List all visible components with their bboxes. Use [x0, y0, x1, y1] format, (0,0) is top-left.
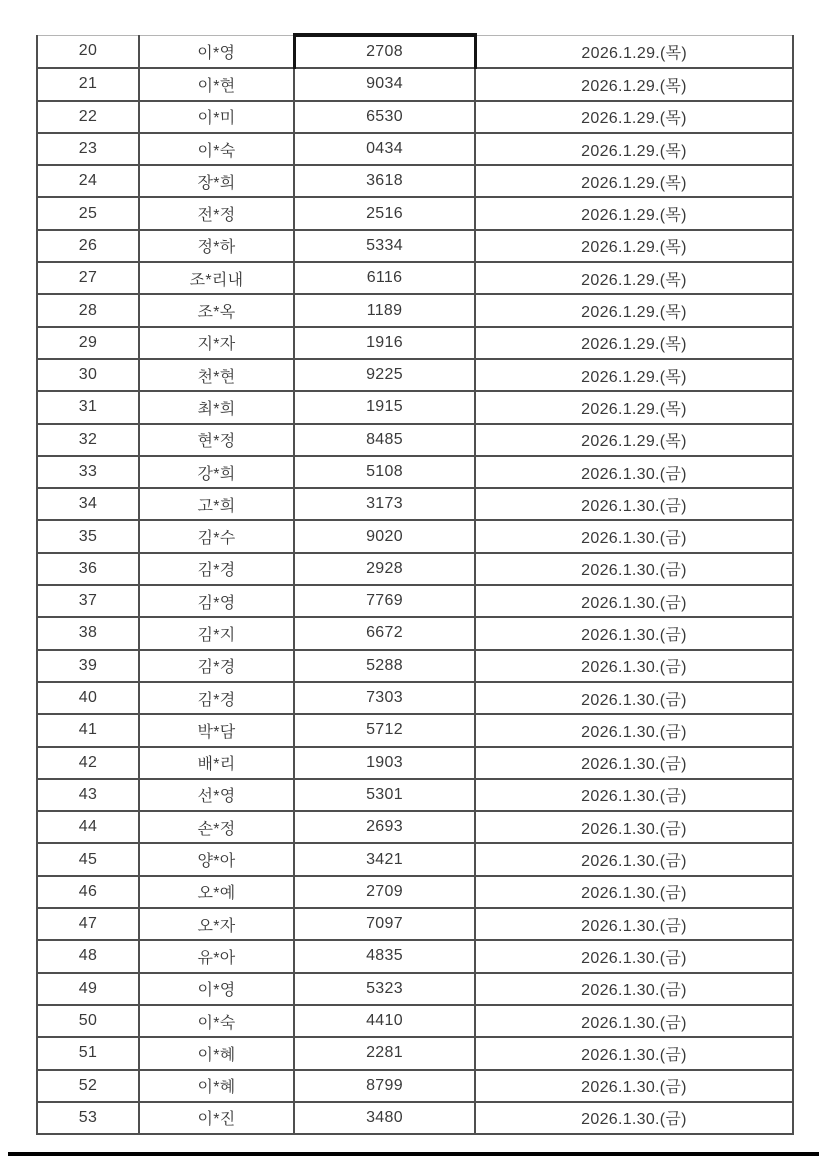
date-cell: 2026.1.30.(금) — [475, 456, 793, 488]
number-cell: 7769 — [294, 585, 475, 617]
name-cell: 김*영 — [139, 585, 294, 617]
date-cell: 2026.1.30.(금) — [475, 1037, 793, 1069]
name-cell: 이*숙 — [139, 1005, 294, 1037]
name-cell: 배*리 — [139, 747, 294, 779]
date-cell: 2026.1.29.(목) — [475, 35, 793, 68]
row-number-cell: 43 — [37, 779, 139, 811]
table-row — [37, 456, 793, 488]
row-number-cell: 41 — [37, 714, 139, 746]
name-cell: 김*수 — [139, 520, 294, 552]
number-cell: 2928 — [294, 553, 475, 585]
table-row — [37, 68, 793, 100]
date-cell: 2026.1.30.(금) — [475, 973, 793, 1005]
row-number-cell: 27 — [37, 262, 139, 294]
table-row — [37, 35, 793, 68]
table-row — [37, 101, 793, 133]
number-cell: 4410 — [294, 1005, 475, 1037]
date-cell: 2026.1.30.(금) — [475, 811, 793, 843]
table-row — [37, 520, 793, 552]
number-cell: 7303 — [294, 682, 475, 714]
number-cell: 1189 — [294, 294, 475, 326]
number-cell: 2693 — [294, 811, 475, 843]
table-row — [37, 747, 793, 779]
name-cell: 천*현 — [139, 359, 294, 391]
name-cell: 이*현 — [139, 68, 294, 100]
number-cell: 6116 — [294, 262, 475, 294]
row-number-cell: 26 — [37, 230, 139, 262]
row-number-cell: 44 — [37, 811, 139, 843]
footer-rule — [8, 1152, 819, 1156]
number-cell: 2281 — [294, 1037, 475, 1069]
table-row — [37, 294, 793, 326]
date-cell: 2026.1.29.(목) — [475, 165, 793, 197]
row-number-cell: 32 — [37, 424, 139, 456]
name-cell: 박*담 — [139, 714, 294, 746]
table-row — [37, 617, 793, 649]
date-cell: 2026.1.29.(목) — [475, 294, 793, 326]
name-cell: 이*미 — [139, 101, 294, 133]
number-cell: 5334 — [294, 230, 475, 262]
row-number-cell: 22 — [37, 101, 139, 133]
table-row — [37, 197, 793, 229]
table-row — [37, 488, 793, 520]
row-number-cell: 51 — [37, 1037, 139, 1069]
name-cell: 조*리내 — [139, 262, 294, 294]
row-number-cell: 37 — [37, 585, 139, 617]
name-cell: 정*하 — [139, 230, 294, 262]
date-cell: 2026.1.30.(금) — [475, 747, 793, 779]
row-number-cell: 39 — [37, 650, 139, 682]
table-row — [37, 779, 793, 811]
results-table — [36, 33, 794, 1135]
date-cell: 2026.1.29.(목) — [475, 327, 793, 359]
table-row — [37, 133, 793, 165]
row-number-cell: 36 — [37, 553, 139, 585]
table-row — [37, 1005, 793, 1037]
name-cell: 이*진 — [139, 1102, 294, 1134]
name-cell: 유*아 — [139, 940, 294, 972]
name-cell: 전*정 — [139, 197, 294, 229]
table-row — [37, 585, 793, 617]
date-cell: 2026.1.30.(금) — [475, 940, 793, 972]
name-cell: 양*아 — [139, 843, 294, 875]
number-cell-outlined: 2708 — [294, 35, 475, 68]
name-cell: 손*정 — [139, 811, 294, 843]
date-cell: 2026.1.30.(금) — [475, 908, 793, 940]
number-cell: 3618 — [294, 165, 475, 197]
date-cell: 2026.1.29.(목) — [475, 197, 793, 229]
row-number-cell: 25 — [37, 197, 139, 229]
date-cell: 2026.1.30.(금) — [475, 617, 793, 649]
table-row — [37, 165, 793, 197]
number-cell: 1903 — [294, 747, 475, 779]
table-row — [37, 391, 793, 423]
name-cell: 장*희 — [139, 165, 294, 197]
date-cell: 2026.1.30.(금) — [475, 714, 793, 746]
name-cell: 이*혜 — [139, 1070, 294, 1102]
row-number-cell: 40 — [37, 682, 139, 714]
date-cell: 2026.1.29.(목) — [475, 68, 793, 100]
date-cell: 2026.1.29.(목) — [475, 101, 793, 133]
row-number-cell: 45 — [37, 843, 139, 875]
date-cell: 2026.1.30.(금) — [475, 876, 793, 908]
name-cell: 조*옥 — [139, 294, 294, 326]
row-number-cell: 23 — [37, 133, 139, 165]
date-cell: 2026.1.29.(목) — [475, 230, 793, 262]
name-cell: 오*자 — [139, 908, 294, 940]
row-number-cell: 24 — [37, 165, 139, 197]
number-cell: 7097 — [294, 908, 475, 940]
table-row — [37, 553, 793, 585]
table-row — [37, 262, 793, 294]
name-cell: 이*영 — [139, 973, 294, 1005]
date-cell: 2026.1.30.(금) — [475, 1070, 793, 1102]
row-number-cell: 42 — [37, 747, 139, 779]
results-table-body — [37, 35, 793, 1134]
date-cell: 2026.1.29.(목) — [475, 391, 793, 423]
row-number-cell: 52 — [37, 1070, 139, 1102]
name-cell: 최*희 — [139, 391, 294, 423]
table-row — [37, 876, 793, 908]
number-cell: 5323 — [294, 973, 475, 1005]
number-cell: 5301 — [294, 779, 475, 811]
name-cell: 오*예 — [139, 876, 294, 908]
number-cell: 4835 — [294, 940, 475, 972]
number-cell: 5712 — [294, 714, 475, 746]
row-number-cell: 35 — [37, 520, 139, 552]
row-number-cell: 53 — [37, 1102, 139, 1134]
table-row — [37, 973, 793, 1005]
table-row — [37, 1102, 793, 1134]
number-cell: 8485 — [294, 424, 475, 456]
date-cell: 2026.1.29.(목) — [475, 424, 793, 456]
date-cell: 2026.1.30.(금) — [475, 553, 793, 585]
table-row — [37, 327, 793, 359]
name-cell: 이*혜 — [139, 1037, 294, 1069]
table-row — [37, 650, 793, 682]
date-cell: 2026.1.30.(금) — [475, 520, 793, 552]
name-cell: 김*경 — [139, 650, 294, 682]
table-row — [37, 1037, 793, 1069]
date-cell: 2026.1.29.(목) — [475, 359, 793, 391]
number-cell: 1916 — [294, 327, 475, 359]
number-cell: 9020 — [294, 520, 475, 552]
table-row — [37, 908, 793, 940]
date-cell: 2026.1.29.(목) — [475, 133, 793, 165]
table-row — [37, 1070, 793, 1102]
number-cell: 0434 — [294, 133, 475, 165]
row-number-cell: 47 — [37, 908, 139, 940]
date-cell: 2026.1.30.(금) — [475, 650, 793, 682]
row-number-cell: 34 — [37, 488, 139, 520]
number-cell: 3173 — [294, 488, 475, 520]
date-cell: 2026.1.30.(금) — [475, 1102, 793, 1134]
date-cell: 2026.1.30.(금) — [475, 682, 793, 714]
table-row — [37, 811, 793, 843]
number-cell: 5288 — [294, 650, 475, 682]
name-cell: 현*정 — [139, 424, 294, 456]
row-number-cell: 28 — [37, 294, 139, 326]
number-cell: 2709 — [294, 876, 475, 908]
number-cell: 6530 — [294, 101, 475, 133]
name-cell: 선*영 — [139, 779, 294, 811]
table-row — [37, 682, 793, 714]
date-cell: 2026.1.29.(목) — [475, 262, 793, 294]
table-row — [37, 359, 793, 391]
number-cell: 8799 — [294, 1070, 475, 1102]
number-cell: 5108 — [294, 456, 475, 488]
number-cell: 2516 — [294, 197, 475, 229]
name-cell: 김*경 — [139, 682, 294, 714]
row-number-cell: 38 — [37, 617, 139, 649]
name-cell: 이*숙 — [139, 133, 294, 165]
row-number-cell: 29 — [37, 327, 139, 359]
row-number-cell: 46 — [37, 876, 139, 908]
date-cell: 2026.1.30.(금) — [475, 843, 793, 875]
date-cell: 2026.1.30.(금) — [475, 1005, 793, 1037]
table-row — [37, 424, 793, 456]
name-cell: 고*희 — [139, 488, 294, 520]
row-number-cell: 30 — [37, 359, 139, 391]
row-number-cell: 49 — [37, 973, 139, 1005]
table-row — [37, 230, 793, 262]
row-number-cell: 20 — [37, 35, 139, 68]
name-cell: 강*희 — [139, 456, 294, 488]
number-cell: 9034 — [294, 68, 475, 100]
row-number-cell: 48 — [37, 940, 139, 972]
row-number-cell: 50 — [37, 1005, 139, 1037]
date-cell: 2026.1.30.(금) — [475, 488, 793, 520]
name-cell: 지*자 — [139, 327, 294, 359]
date-cell: 2026.1.30.(금) — [475, 779, 793, 811]
row-number-cell: 33 — [37, 456, 139, 488]
number-cell: 1915 — [294, 391, 475, 423]
number-cell: 6672 — [294, 617, 475, 649]
name-cell: 김*경 — [139, 553, 294, 585]
name-cell: 이*영 — [139, 35, 294, 68]
table-row — [37, 843, 793, 875]
row-number-cell: 31 — [37, 391, 139, 423]
number-cell: 9225 — [294, 359, 475, 391]
name-cell: 김*지 — [139, 617, 294, 649]
number-cell: 3480 — [294, 1102, 475, 1134]
number-cell: 3421 — [294, 843, 475, 875]
table-row — [37, 940, 793, 972]
table-row — [37, 714, 793, 746]
row-number-cell: 21 — [37, 68, 139, 100]
date-cell: 2026.1.30.(금) — [475, 585, 793, 617]
